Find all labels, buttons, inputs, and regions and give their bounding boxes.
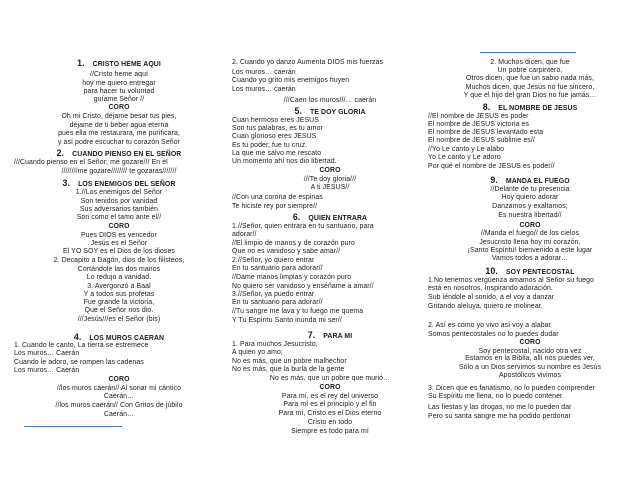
lyric-line: 3.//Señor, ya puedo entrar bbox=[232, 291, 315, 298]
lyric-line: Sólo a un Dios servimos su nombre es Jesús bbox=[458, 364, 602, 371]
lyric-line: 2. Así es como yo vivo así voy a alabar bbox=[428, 322, 552, 329]
song-number: 1. bbox=[77, 58, 85, 68]
song-title bbox=[14, 59, 224, 69]
lyric-line: Son tenidos por vanidad bbox=[80, 198, 158, 205]
lyric-line: 3. Dicen que es fanatismo, no lo pueden comprender bbox=[428, 385, 596, 392]
lyric-line: Jesucristo llena hoy mi corazón, bbox=[479, 239, 581, 246]
lyric-line: //Tu sangre me lava y tu fuego me quema bbox=[232, 308, 364, 315]
lyric-line: pues ella me restaurara, me purificara, bbox=[58, 130, 180, 137]
lyric-line: Que no es vanidoso y sabe amar// bbox=[232, 248, 341, 255]
song-number: 3. bbox=[62, 178, 71, 188]
lyric-line: Un momento ahí nos dio libertad. bbox=[232, 158, 337, 165]
lyric-line: Pero su santa sangre me ha podido perdonar bbox=[428, 413, 571, 420]
lyric-line: Es tu poder, fue tu cruz. bbox=[232, 142, 308, 149]
song-title-text: CRISTO HEME AQUI bbox=[92, 61, 161, 68]
song-title-text: MANDA EL FUEGO bbox=[505, 178, 570, 185]
lyric-line: Las fiestas y las drogas, no me lo pueden dar bbox=[428, 404, 572, 411]
lyric-line: Gritando aleluya, quiero re molinear. bbox=[428, 303, 543, 310]
lyric-line: Caerán… bbox=[103, 411, 135, 418]
lyric-line: A quien yo amo; bbox=[232, 349, 283, 356]
lyric-line: Un pobre carpintero, bbox=[497, 67, 563, 74]
lyric-line: //Yo Le canto y Le alabo bbox=[428, 146, 505, 153]
lyric-line: No es más, que un pobre malhechor bbox=[232, 358, 347, 365]
lyric-line: Son tus palabras, es tu amor bbox=[232, 125, 323, 132]
lyric-line: Sus adversarios también bbox=[79, 206, 159, 213]
lyric-line: El nombre de JESUS sublime es// bbox=[428, 137, 535, 144]
lyric-line: Hoy quiero adorar bbox=[501, 194, 559, 201]
song-title-text: QUIEN ENTRARA bbox=[308, 215, 368, 222]
lyric-line: Para mí, Cristo es el Dios eterno bbox=[278, 410, 382, 417]
chorus-heading: CORO bbox=[108, 376, 130, 383]
lyric-line: ¡Santo Espíritu! bienvenido a este lugar bbox=[467, 247, 593, 254]
lyric-line: 1.//Los enemigos del Señor bbox=[75, 189, 163, 196]
lyric-line: Los muros… Caerán bbox=[14, 350, 80, 357]
lyric-line: Que el Señor nos dio. bbox=[84, 307, 154, 314]
lyric-line: El nombre de JESUS levantado esta bbox=[428, 129, 544, 136]
lyric-line: 1. Para muchos Jesucristo, bbox=[232, 341, 318, 348]
lyric-line: Para mí es el principio y el fin bbox=[283, 401, 377, 408]
lyric-line: 2. Muchos dicen, que fue bbox=[490, 59, 570, 66]
lyric-line: Cuan hermoso eres JESUS bbox=[232, 117, 319, 124]
lyric-line: No quiero ser vanidoso y enséñame a amar// bbox=[232, 283, 374, 290]
lyric-line: Otros dicen, que fue un sabio nada más, bbox=[465, 75, 594, 82]
lyric-line: y así podre escuchar tu corazón Señor bbox=[57, 139, 181, 146]
lyric-line: Apostólicos vivimos bbox=[498, 372, 562, 379]
lyric-line: Sub iéndole al sonido, a el voy a danzar bbox=[428, 294, 555, 301]
song-title bbox=[428, 267, 632, 277]
lyric-line: 3. Avergonzó a Baal bbox=[87, 283, 151, 290]
song-title bbox=[428, 103, 632, 113]
chorus-heading: CORO bbox=[519, 339, 541, 346]
lyric-line: déjame de ti beber agua eterna bbox=[69, 122, 169, 129]
lyric-line: ///Caen los muros///… caerán bbox=[283, 97, 377, 104]
lyric-line: //los muros caerán// Al sonar mi cántico bbox=[56, 385, 182, 392]
lyric-line: En tu santuario para adorar// bbox=[232, 299, 323, 306]
song-title bbox=[14, 179, 224, 189]
lyric-line: Los muros… Caerán bbox=[14, 367, 80, 374]
lyric-line: Y a todos sus profetas bbox=[83, 291, 155, 298]
song-title bbox=[232, 213, 428, 223]
lyric-line: ///Cuando pienso en el Señor; me gozare/// En él bbox=[14, 159, 168, 166]
lyric-line: 1. Cuando le canto, La tierra se estremece bbox=[14, 342, 149, 349]
lyric-line: No es más, que la burla de la gente bbox=[232, 366, 345, 373]
lyric-line: 2. Cuando yo danzo Aumenta DIOS mis fuerzas bbox=[232, 59, 383, 66]
chorus-heading: CORO bbox=[108, 104, 130, 111]
rule-top-right bbox=[480, 52, 576, 53]
lyric-line: A ti JESUS// bbox=[310, 184, 350, 191]
lyric-line: //los muros caerán// Con Gritos de júbilo bbox=[55, 402, 183, 409]
lyric-line: 2. Decapito a Dagón, dios de los filisteos, bbox=[53, 257, 185, 264]
lyric-line: En tu santuario para adorar// bbox=[232, 265, 323, 272]
song-title-text: TE DOY GLORIA bbox=[310, 109, 366, 116]
lyric-line: //Dame manos limpias y corazón puro bbox=[232, 274, 352, 281]
song-title bbox=[14, 149, 224, 159]
lyric-line: ///Jesús///es el Señor (bis) bbox=[77, 316, 161, 323]
lyric-line: Su Espíritu me llena, no lo puedo contener. bbox=[428, 393, 565, 400]
lyric-line: Y que el hijo del gran Dios no fue jamás… bbox=[463, 92, 597, 99]
lyric-line: //El nombre de JESUS es poder bbox=[428, 113, 529, 120]
lyric-line: Siempre es todo para mí bbox=[291, 428, 369, 435]
lyric-line: //Con una corona de espinas bbox=[232, 194, 323, 201]
song-number: 6. bbox=[292, 212, 301, 222]
lyric-line: Cortándole las dos manos bbox=[77, 266, 161, 273]
lyric-line: Es nuestra libertad// bbox=[498, 212, 562, 219]
song-number: 8. bbox=[482, 102, 491, 112]
chorus-heading: CORO bbox=[319, 384, 341, 391]
lyric-line: 1.//Señor, quien entrara en tu santuario, para bbox=[232, 223, 374, 230]
lyric-line: Yo Le canto y Le adoro bbox=[428, 154, 501, 161]
lyric-line: //Cristo heme aquí bbox=[89, 71, 149, 78]
lyric-line: Cristo en todo bbox=[307, 419, 353, 426]
lyric-line: está en nosotros, Inspirando adoración. bbox=[428, 285, 553, 292]
lyric-line: No es más, que un pobre que murió… bbox=[269, 375, 391, 382]
song-title-text: CUANDO PIENSO EN EL SEÑOR bbox=[72, 151, 182, 158]
song-number: 5. bbox=[294, 106, 302, 116]
lyric-line: Danzamos y exaltamos; bbox=[492, 203, 568, 210]
lyric-line: Estamos en la Biblia, allí nos puedes ver, bbox=[465, 355, 595, 362]
song-number: 7. bbox=[307, 330, 316, 340]
lyric-line: Fue grande la victoria, bbox=[83, 299, 155, 306]
lyric-line: 2.//Señor, yo quiero entrar bbox=[232, 257, 315, 264]
song-title-text: EL NOMBRE DE JESUS bbox=[498, 105, 578, 112]
lyric-line: para hacer tu voluntad bbox=[83, 88, 155, 95]
lyric-line: Por qué el nombre de JESUS es poder// bbox=[428, 163, 555, 170]
song-title-text: LOS MUROS CAERAN bbox=[89, 335, 165, 342]
lyric-line: ////////me gozare//////// te gozaras/////// bbox=[61, 168, 177, 175]
lyric-line: Vamos todos a adorar… bbox=[491, 255, 569, 262]
lyric-line: La que me salvo me rescato bbox=[232, 150, 322, 157]
lyric-line: Pues DIOS es vencedor bbox=[80, 232, 158, 239]
lyric-line: hoy me quiero entregar bbox=[82, 80, 156, 87]
chorus-heading: CORO bbox=[108, 223, 130, 230]
lyric-line: Caerán… bbox=[103, 393, 135, 400]
song-number: 9. bbox=[490, 175, 498, 185]
lyric-line: Somos pentecostales no lo puedes dudar bbox=[428, 331, 559, 338]
lyric-line: //El limpio de manos y de corazón puro bbox=[232, 240, 355, 247]
lyric-line: Los muros… caerán bbox=[232, 86, 296, 93]
lyric-line: Cuando le adoro, se rompen las cadenas bbox=[14, 359, 144, 366]
lyric-line: Los muros… caerán bbox=[232, 69, 296, 76]
lyric-line: Muchos dicen, que Jesús no fue sincero, bbox=[465, 84, 595, 91]
lyric-line: Cuando yo grito mis enemigos huyen bbox=[232, 77, 350, 84]
song-number: 10. bbox=[485, 266, 498, 276]
song-number: 4. bbox=[73, 332, 82, 342]
song-title-text: SOY PENTECOSTAL bbox=[505, 269, 575, 276]
lyric-line: Y Tu Espíritu Santo inunda mi ser// bbox=[232, 317, 342, 324]
lyric-line: 1.No tenemos vergüenza amamos al Señor su fuego bbox=[428, 277, 594, 284]
lyric-line: guíame Señor // bbox=[93, 96, 145, 103]
song-title bbox=[232, 331, 428, 341]
lyric-line: adorar// bbox=[232, 231, 257, 238]
song-title bbox=[428, 176, 632, 186]
chorus-heading: CORO bbox=[319, 167, 341, 174]
lyric-line: //Delante de tu presencia bbox=[490, 186, 570, 193]
lyric-line: Cuan glorioso eres JESUS bbox=[232, 133, 317, 140]
lyric-line: Soy pentecostal, nacido otra vez bbox=[478, 348, 582, 355]
rule-bottom-left bbox=[24, 426, 122, 427]
song-title bbox=[232, 107, 428, 117]
song-number: 2. bbox=[56, 148, 65, 158]
lyric-line: ///Te doy gloria/// bbox=[303, 176, 357, 183]
lyric-line: El YO SOY es el Dios de los dioses bbox=[63, 248, 175, 255]
lyric-line: //Manda el fuego// de los cielos bbox=[480, 230, 580, 237]
lyric-line: Te hiciste rey por siempre// bbox=[232, 203, 318, 210]
lyric-line: Jesús es el Señor bbox=[90, 240, 148, 247]
chorus-heading: CORO bbox=[519, 222, 541, 229]
lyric-line: Oh mi Cristo, déjame besar tus pies, bbox=[61, 113, 177, 120]
lyric-line: Para mí, es el rey del universo bbox=[281, 393, 379, 400]
song-title-text: LOS ENEMIGOS DEL SEÑOR bbox=[78, 181, 176, 188]
lyric-line: El nombre de JESUS victoria es bbox=[428, 121, 530, 128]
song-title-text: PARA MI bbox=[323, 333, 353, 340]
lyric-line: Lo redujo a vanidad. bbox=[86, 274, 152, 281]
lyric-line: Son como el tamo ante el// bbox=[76, 214, 162, 221]
